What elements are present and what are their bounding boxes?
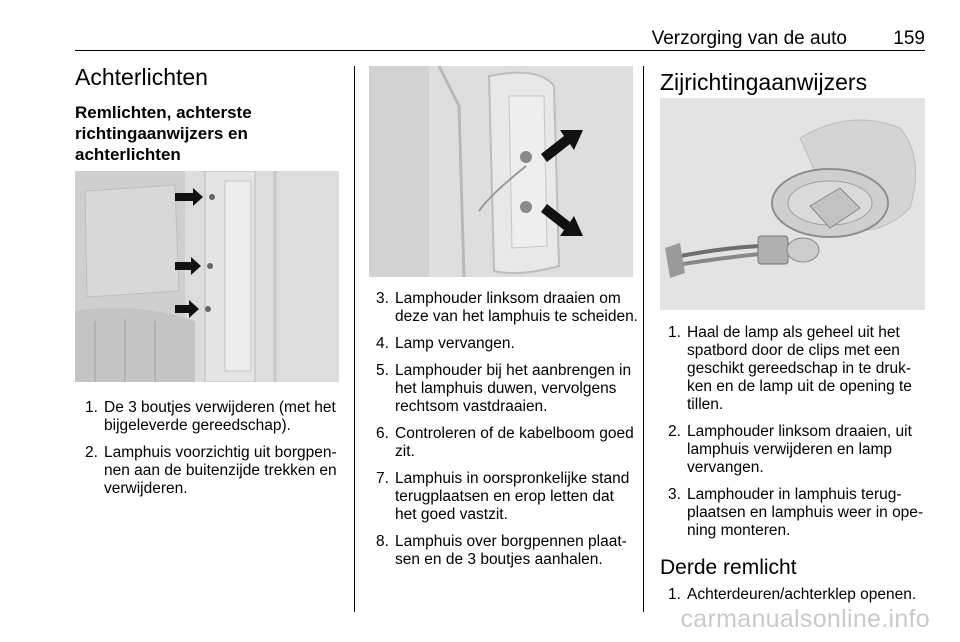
list-item: 1. Haal de lamp als geheel uit het spatbord door de clips met een geschikt gereedschap in te drukken en de lamp uit de opening te tillen.	[668, 324, 912, 413]
lamp-holder-figure	[369, 66, 633, 277]
section-heading-zijrichtingaanwijzers: Zijrichtingaanwijzers	[660, 69, 868, 95]
section-heading-achterlichten: Achterlichten	[75, 64, 208, 90]
column-divider	[643, 66, 644, 612]
side-indicator-figure	[660, 98, 925, 310]
page-number: 159	[893, 28, 925, 49]
header-title: Verzorging van de auto	[651, 28, 847, 49]
section-heading-derde-remlicht: Derde remlicht	[660, 556, 797, 579]
watermark: carmanualsonline.info	[680, 605, 930, 633]
list-item: 6. Controleren of de kabelboom goed zit.	[376, 425, 634, 460]
list-item: 3. Lamphouder linksom draaien om deze van het lamphuis te scheiden.	[376, 290, 638, 325]
list-item: 2. Lamphouder linksom draaien, uit lamphuis verwijderen en lamp vervangen.	[668, 423, 912, 476]
page-header	[75, 26, 925, 51]
list-item: 7. Lamphuis in oorspronkelijke stand terugplaatsen en erop letten dat het goed vastzit.	[376, 470, 630, 523]
list-item: 3. Lamphouder in lamphuis terugplaatsen en lamphuis weer in opening monteren.	[668, 486, 924, 539]
steps-list-col3	[668, 324, 926, 549]
list-item: 8. Lamphuis over borgpennen plaatsen en de 3 boutjes aanhalen.	[376, 533, 627, 568]
subheading-remlichten: Remlichten, achterste richtingaanwijzers en achterlichten	[75, 103, 252, 164]
rear-light-bolts-figure	[75, 171, 339, 382]
list-item: 1. Achterdeuren/achterklep openen.	[668, 586, 917, 603]
list-item: 5. Lamphouder bij het aanbrengen in het lamphuis duwen, vervolgens rechtsom vastdraaien.	[376, 362, 632, 415]
list-item: 2. Lamphuis voorzichtig uit borgpennen aan de buitenzijde trekken en verwijderen.	[85, 444, 337, 497]
list-item: 4. Lamp vervangen.	[376, 335, 515, 352]
steps-list-col1	[85, 399, 343, 507]
column-divider	[354, 66, 355, 612]
steps-list-col2	[376, 290, 638, 578]
list-item: 1. De 3 boutjes verwijderen (met het bijgeleverde gereedschap).	[85, 399, 336, 434]
